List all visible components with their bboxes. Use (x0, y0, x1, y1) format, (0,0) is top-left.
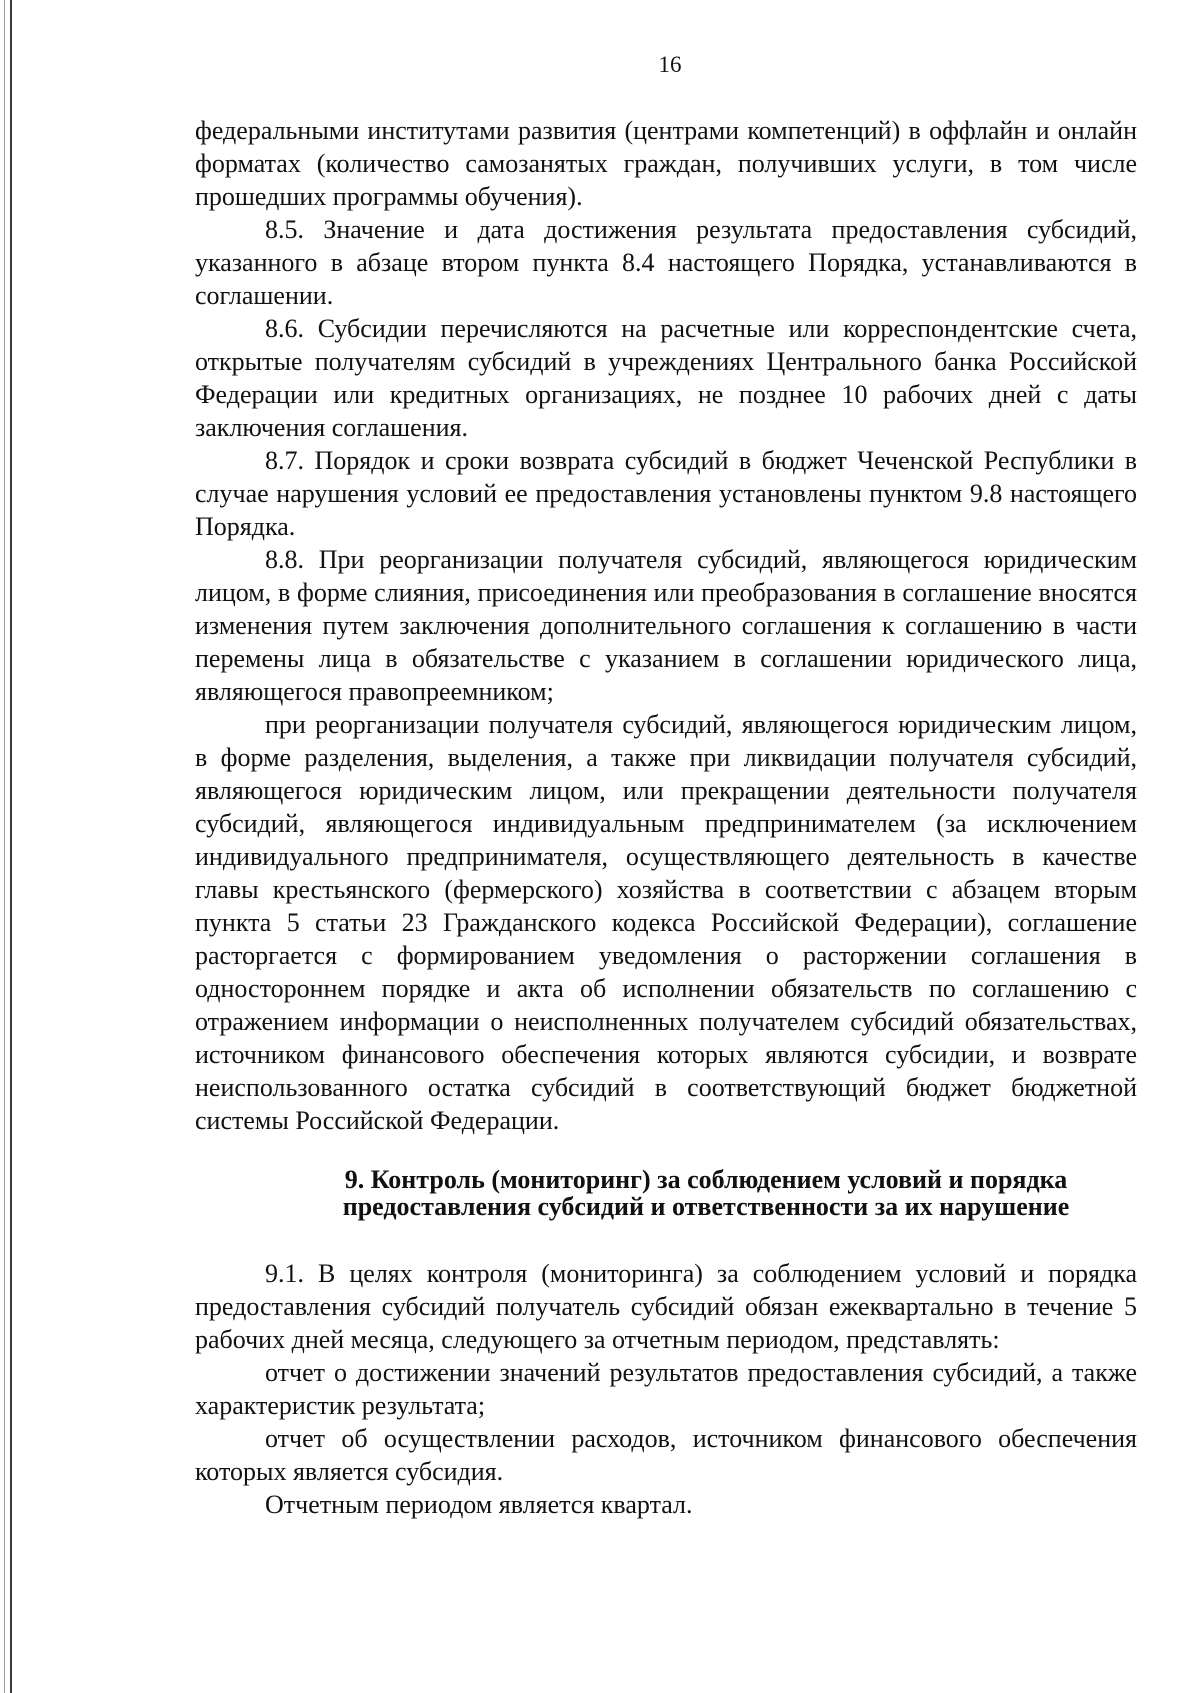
paragraph-8-6: 8.6. Субсидии перечисляются на расчетные или корреспондентские счета, открытые получателям субсидий в учреждениях Центрального банка Российской Федерации или кредитных организациях, не позднее 10 рабочих дней с даты заключения соглашения. (195, 314, 1137, 442)
scan-edge-line (4, 0, 5, 1693)
paragraph-8-7: 8.7. Порядок и сроки возврата субсидий в бюджет Чеченской Республики в случае нарушения условий ее предоставления установлены пунктом 9.8 настоящего Порядка. (195, 446, 1137, 541)
paragraph-8-5: 8.5. Значение и дата достижения результата предоставления субсидий, указанного в абзаце втором пункта 8.4 настоящего Порядка, устанавливаются в соглашении. (195, 215, 1137, 310)
paragraph-reporting-period: Отчетным периодом является квартал. (265, 1490, 693, 1519)
paragraph-9-1: 9.1. В целях контроля (мониторинга) за соблюдением условий и порядка предоставления субсидий получатель субсидий обязан ежеквартально в течение 5 рабочих дней месяца, следующего за отчетным периодом, представлять: (195, 1259, 1137, 1354)
paragraph-report-expenses: отчет об осуществлении расходов, источником финансового обеспечения которых является субсидия. (195, 1424, 1137, 1486)
paragraph-continuation: федеральными институтами развития (центрами компетенций) в оффлайн и онлайн форматах (количество самозанятых граждан, получивших услуги, в том числе прошедших программы обучения). (195, 116, 1137, 211)
scan-edge-line (10, 0, 12, 1693)
section-9-heading-line-2: предоставления субсидий и ответственности за их нарушение (342, 1192, 1070, 1221)
paragraph-8-8-reorganization: при реорганизации получателя субсидий, являющегося юридическим лицом, в форме разделения, выделения, а также при ликвидации получателя субсидий, являющегося юридическим лицом, или прекращении деятельности получателя субсидий, являющегося индивидуальным предпринимателем (за исключением индивидуального предпринимателя, осуществляющего деятельность в качестве главы крестьянского (фермерского) хозяйства в соответствии с абзацем вторым пункта 5 статьи 23 Гражданского кодекса Российской Федерации), соглашение расторгается с формированием уведомления о расторжении соглашения в одностороннем порядке и акта об исполнении обязательств по соглашению с отражением информации о неисполненных получателем субсидий обязательствах, источником финансового обеспечения которых являются субсидии, и возврате неиспользованного остатка субсидий в соответствующий бюджет бюджетной системы Российской Федерации. (195, 710, 1137, 1135)
paragraph-report-results: отчет о достижении значений результатов предоставления субсидий, а также характеристик результата; (195, 1358, 1137, 1420)
paragraph-8-8: 8.8. При реорганизации получателя субсидий, являющегося юридическим лицом, в форме слияния, присоединения или преобразования в соглашение вносятся изменения путем заключения дополнительного соглашения к соглашению в части перемены лица в обязательстве с указанием в соглашении юридического лица, являющегося правопреемником; (195, 545, 1137, 706)
section-9-heading (195, 1166, 1137, 1220)
document-body (195, 114, 1137, 1521)
page-number: 16 (658, 52, 682, 77)
section-9-heading-line-1: 9. Контроль (мониторинг) за соблюдением условий и порядка (344, 1165, 1068, 1194)
